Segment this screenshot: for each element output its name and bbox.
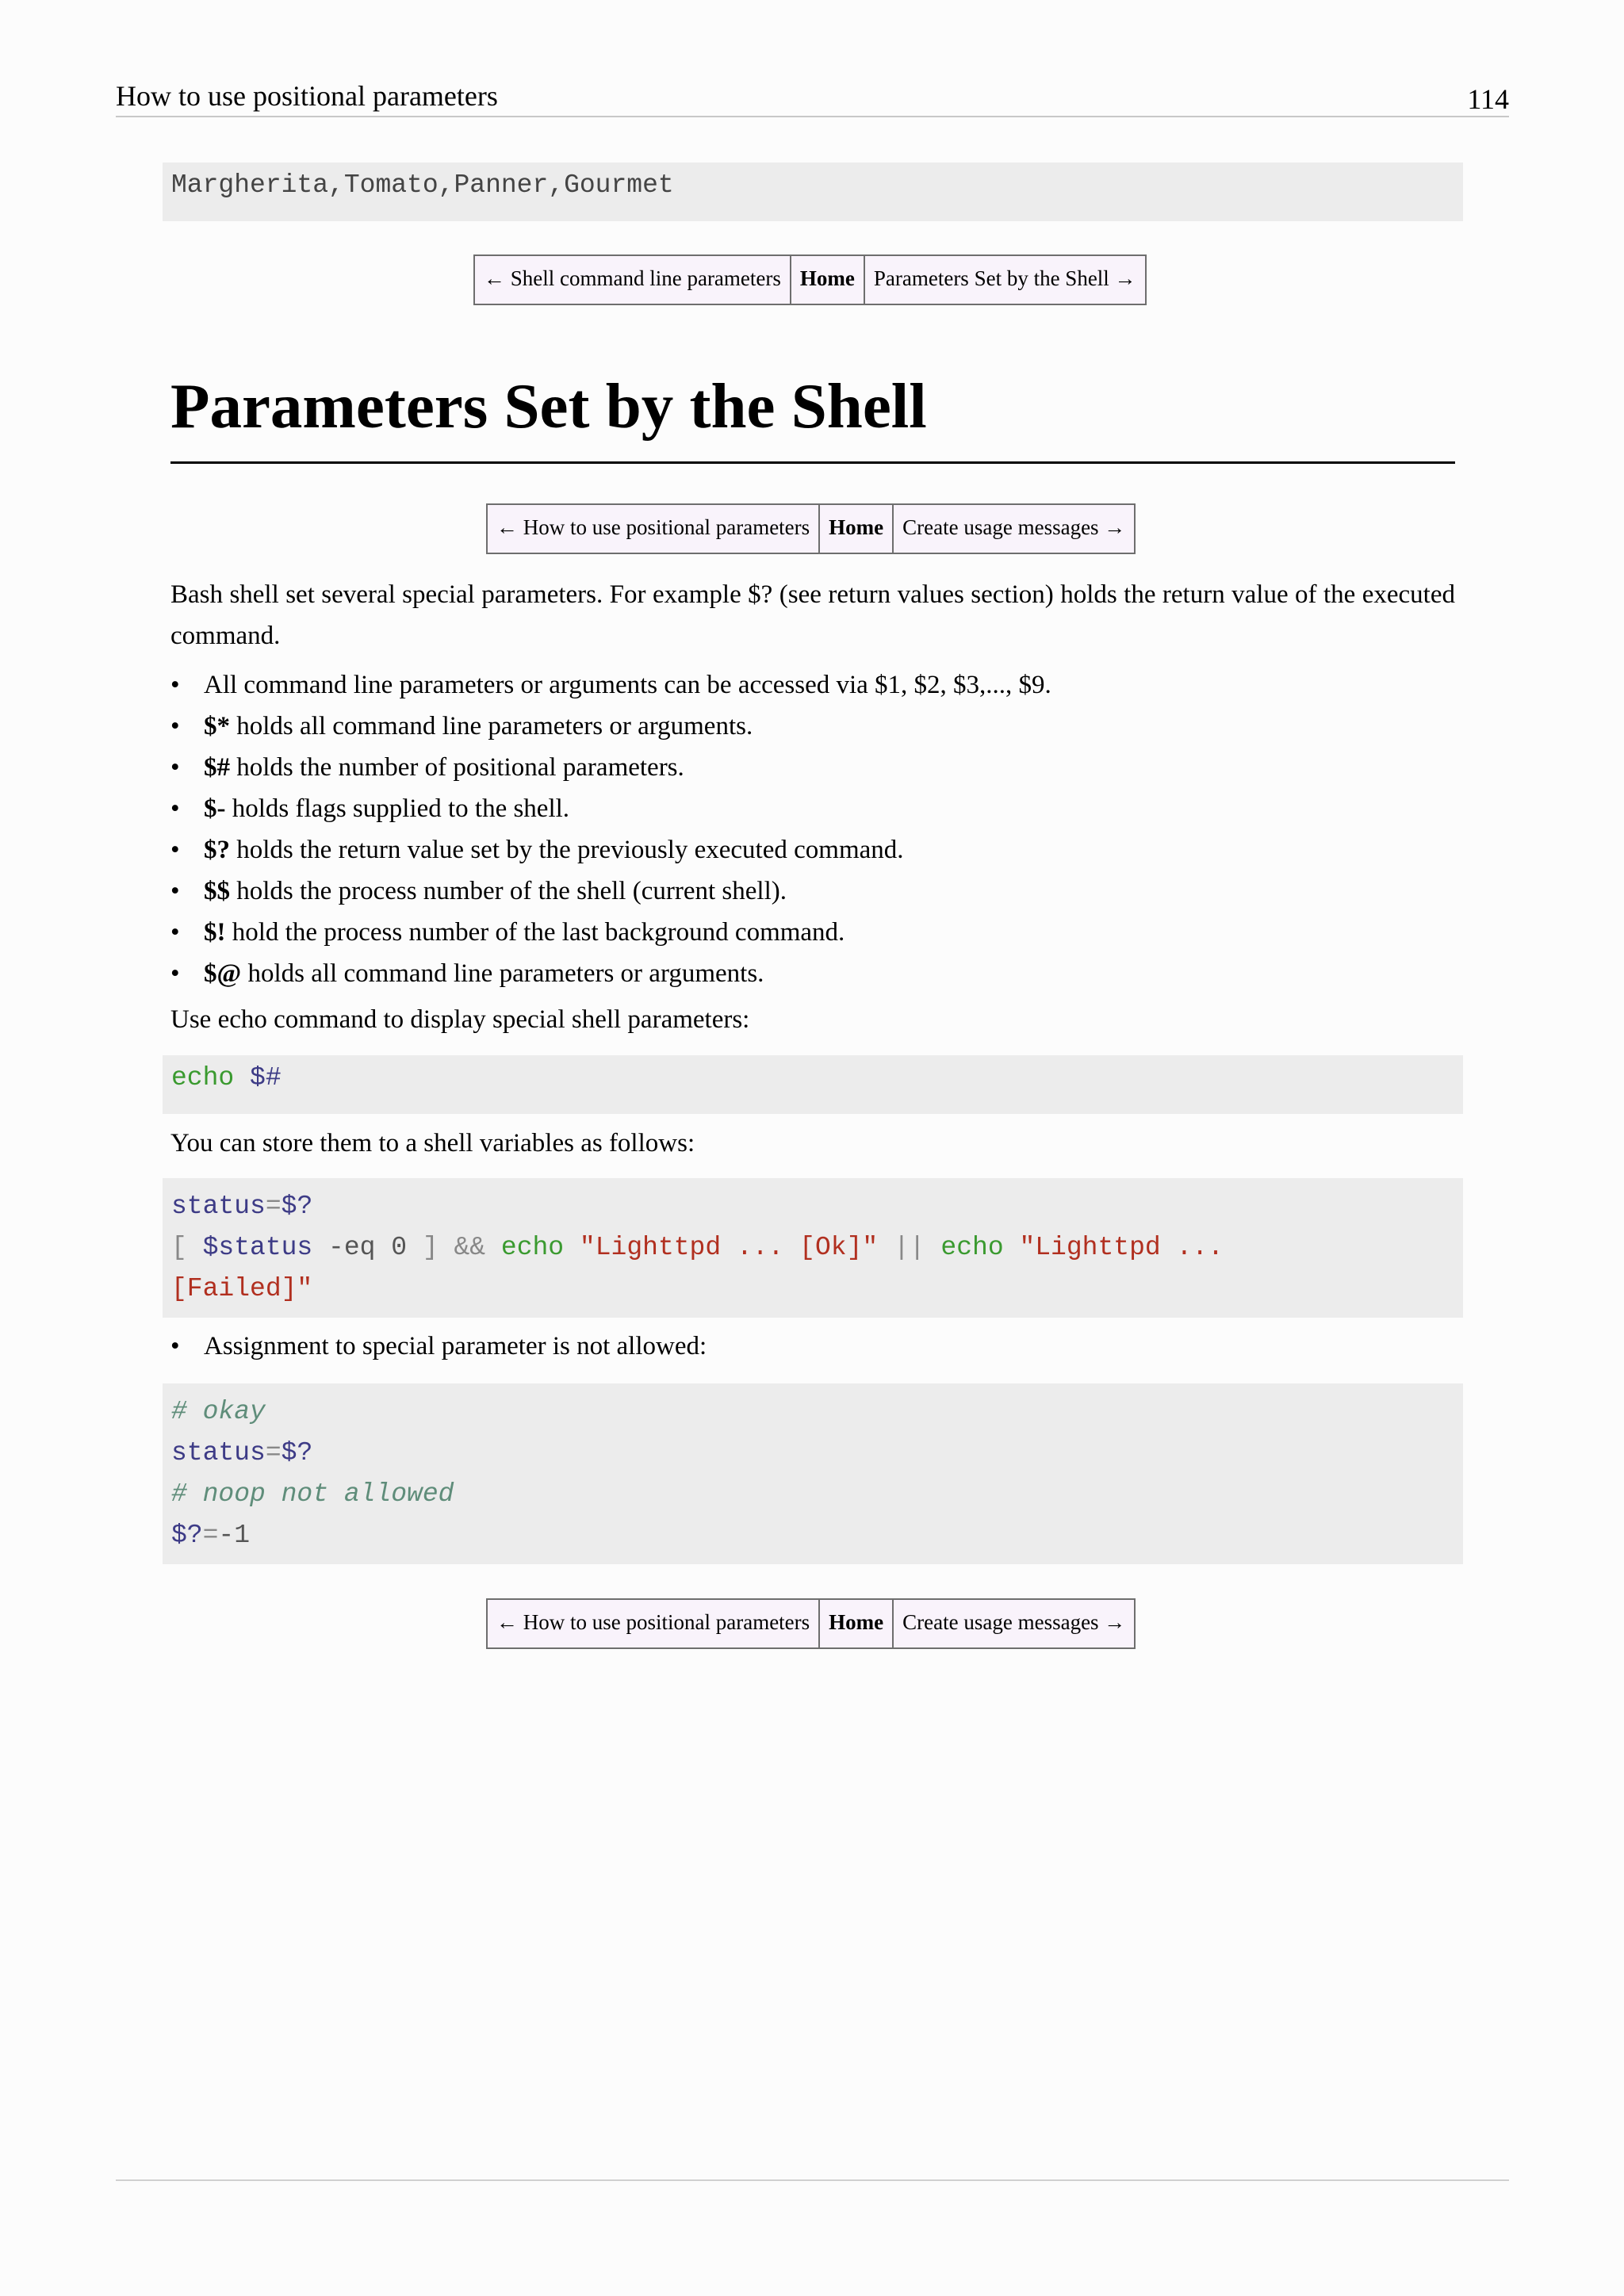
nav-prev-link[interactable]: ← How to use positional parameters xyxy=(496,515,810,539)
nav-home-link[interactable]: Home xyxy=(818,1600,892,1647)
code-keyword: echo xyxy=(171,1063,235,1093)
code-block-assign: # okay status=$? # noop not allowed $?=-1 xyxy=(163,1383,1463,1564)
nav-home-link[interactable]: Home xyxy=(790,256,864,304)
nav-box-bottom xyxy=(486,1598,1136,1649)
list-item: • $$ holds the process number of the shell (current shell). xyxy=(170,871,1455,912)
store-intro: You can store them to a shell variables as follows: xyxy=(170,1129,695,1158)
code-block-output xyxy=(163,163,1463,221)
assignment-note-list xyxy=(170,1326,1455,1367)
intro-paragraph: Bash shell set several special parameters. For example $? (see return values section) holds the return value of the executed command. xyxy=(170,580,1455,650)
code-variable: $# xyxy=(250,1063,282,1093)
running-header xyxy=(116,76,1509,117)
list-item: • All command line parameters or arguments can be accessed via $1, $2, $3,..., $9. xyxy=(170,664,1455,706)
footer-rule xyxy=(116,2179,1509,2181)
page-number: 114 xyxy=(1467,83,1509,115)
list-item: • $- holds flags supplied to the shell. xyxy=(170,788,1455,829)
nav-next-link[interactable]: Parameters Set by the Shell → xyxy=(864,256,1145,304)
nav-prev-link[interactable]: ← How to use positional parameters xyxy=(496,1610,810,1634)
list-item: • Assignment to special parameter is not allowed: xyxy=(170,1326,1455,1367)
header-title: How to use positional parameters xyxy=(116,80,498,112)
code-output-text: Margherita,Tomato,Panner,Gourmet xyxy=(171,170,674,200)
echo-intro: Use echo command to display special shell parameters: xyxy=(170,1005,750,1034)
nav-next-link[interactable]: Create usage messages → xyxy=(892,505,1134,553)
list-item: • $? holds the return value set by the previously executed command. xyxy=(170,829,1455,871)
nav-box-section xyxy=(486,503,1136,554)
code-block-echo xyxy=(163,1055,1463,1114)
list-item: • $* holds all command line parameters or arguments. xyxy=(170,706,1455,747)
code-block-store: status=$? [ $status -eq 0 ] && echo "Lighttpd ... [Ok]" || echo "Lighttpd ... [Failed]" xyxy=(163,1178,1463,1318)
list-item: • $# holds the number of positional parameters. xyxy=(170,747,1455,788)
section-title: Parameters Set by the Shell xyxy=(170,366,1455,464)
list-item: • $! hold the process number of the last background command. xyxy=(170,912,1455,953)
list-item: • $@ holds all command line parameters or arguments. xyxy=(170,953,1455,994)
nav-home-link[interactable]: Home xyxy=(818,505,892,553)
special-parameters-list xyxy=(170,664,1455,994)
nav-next-link[interactable]: Create usage messages → xyxy=(892,1600,1134,1647)
nav-prev-link[interactable]: ← Shell command line parameters xyxy=(484,266,781,290)
nav-box-top xyxy=(473,254,1147,305)
